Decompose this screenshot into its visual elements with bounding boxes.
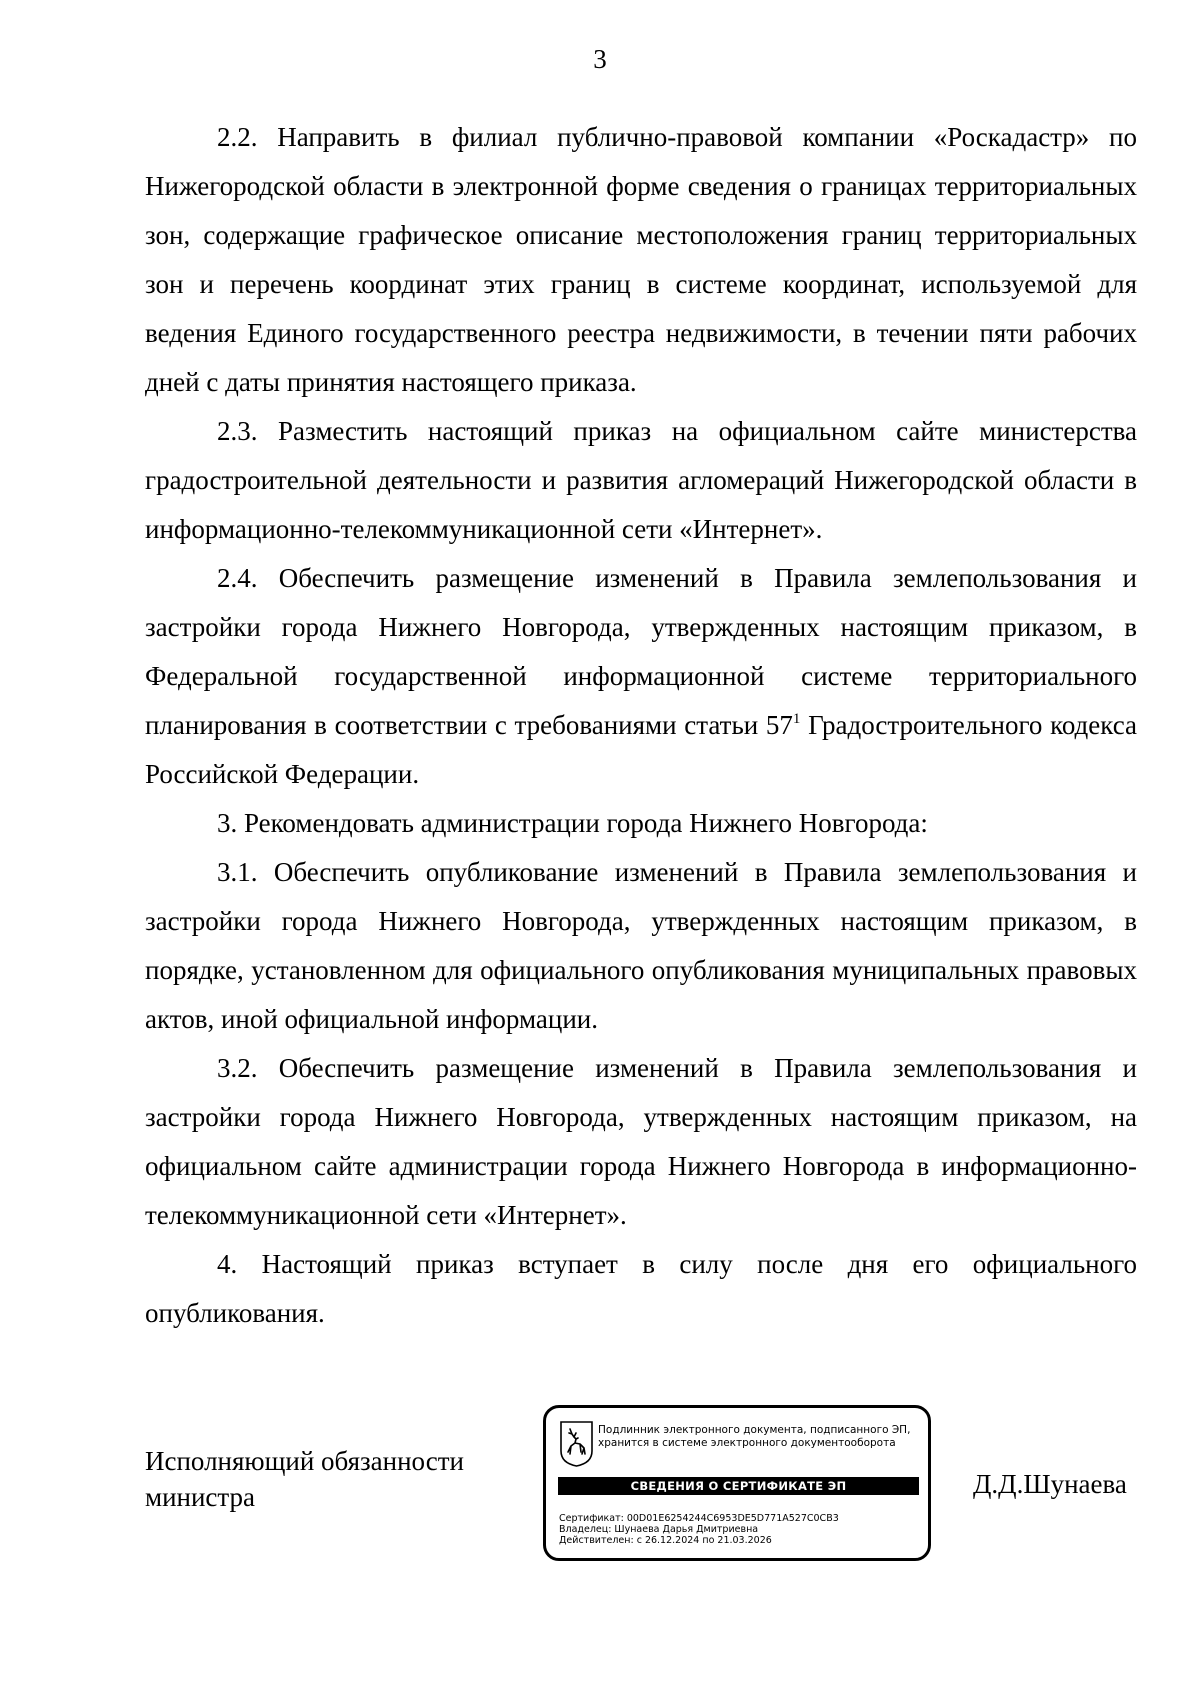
document-body xyxy=(145,113,1137,1338)
certificate-owner: Владелец: Шунаева Дарья Дмитриевна xyxy=(559,1524,759,1535)
signer-title-line2: министра xyxy=(145,1482,256,1512)
paragraph-4: 4. Настоящий приказ вступает в силу после дня его официального опубликования. xyxy=(145,1249,1137,1328)
signer-title-line1: Исполняющий обязанности xyxy=(145,1446,464,1476)
stamp-header-line2: хранится в системе электронного документооборота xyxy=(598,1437,896,1449)
article-superscript: 1 xyxy=(792,711,801,727)
certificate-details xyxy=(559,1513,839,1546)
stamp-header xyxy=(598,1424,924,1450)
paragraph-2-2: 2.2. Направить в филиал публично-правовой компании «Роскадастр» по Нижегородской области в электронной форме сведения о границах территориальных зон, содержащие графическое описание местоположения границ территориальных зон и перечень координат этих границ в системе координат, используемой для ведения Единого государственного реестра недвижимости, в течении пяти рабочих дней с даты принятия настоящего приказа. xyxy=(145,122,1137,397)
certificate-number: Сертификат: 00D01E6254244C6953DE5D771A527C0CB3 xyxy=(559,1513,839,1524)
paragraph-3: 3. Рекомендовать администрации города Нижнего Новгорода: xyxy=(217,808,928,838)
certificate-info-bar: СВЕДЕНИЯ О СЕРТИФИКАТЕ ЭП xyxy=(558,1477,919,1495)
deer-emblem-icon xyxy=(560,1421,593,1467)
paragraph-2-3: 2.3. Разместить настоящий приказ на официальном сайте министерства градостроительной деятельности и развития агломераций Нижегородской области в информационно-телекоммуникационной сети «Интернет». xyxy=(145,416,1137,544)
paragraph-3-2: 3.2. Обеспечить размещение изменений в Правила землепользования и застройки города Нижнего Новгорода, утвержденных настоящим приказом, на официальном сайте администрации города Нижнего Новгорода в информационно-телекоммуникационной сети «Интернет». xyxy=(145,1053,1137,1230)
paragraph-2-4-text-before: 2.4. Обеспечить размещение изменений в Правила землепользования и застройки города Нижнего Новгорода, утвержденных настоящим приказом, в Федеральной государственной информационной системе территориального планирования в соответствии с требованиями статьи 57 xyxy=(145,563,1137,740)
paragraph-2-4 xyxy=(145,554,1137,799)
signer-name: Д.Д.Шунаева xyxy=(973,1469,1127,1499)
stamp-header-line1: Подлинник электронного документа, подписанного ЭП, xyxy=(598,1424,911,1436)
paragraph-2-4-text-after: Градостроительного кодекса Российской Федерации. xyxy=(145,710,1137,789)
signer-title xyxy=(145,1443,464,1515)
paragraph-3-1: 3.1. Обеспечить опубликование изменений в Правила землепользования и застройки города Нижнего Новгорода, утвержденных настоящим приказом, в порядке, установленном для официального опубликования муниципальных правовых актов, иной официальной информации. xyxy=(145,857,1137,1034)
electronic-signature-stamp xyxy=(543,1405,931,1561)
page-number: 3 xyxy=(593,44,607,74)
certificate-validity: Действителен: с 26.12.2024 по 21.03.2026 xyxy=(559,1535,772,1546)
